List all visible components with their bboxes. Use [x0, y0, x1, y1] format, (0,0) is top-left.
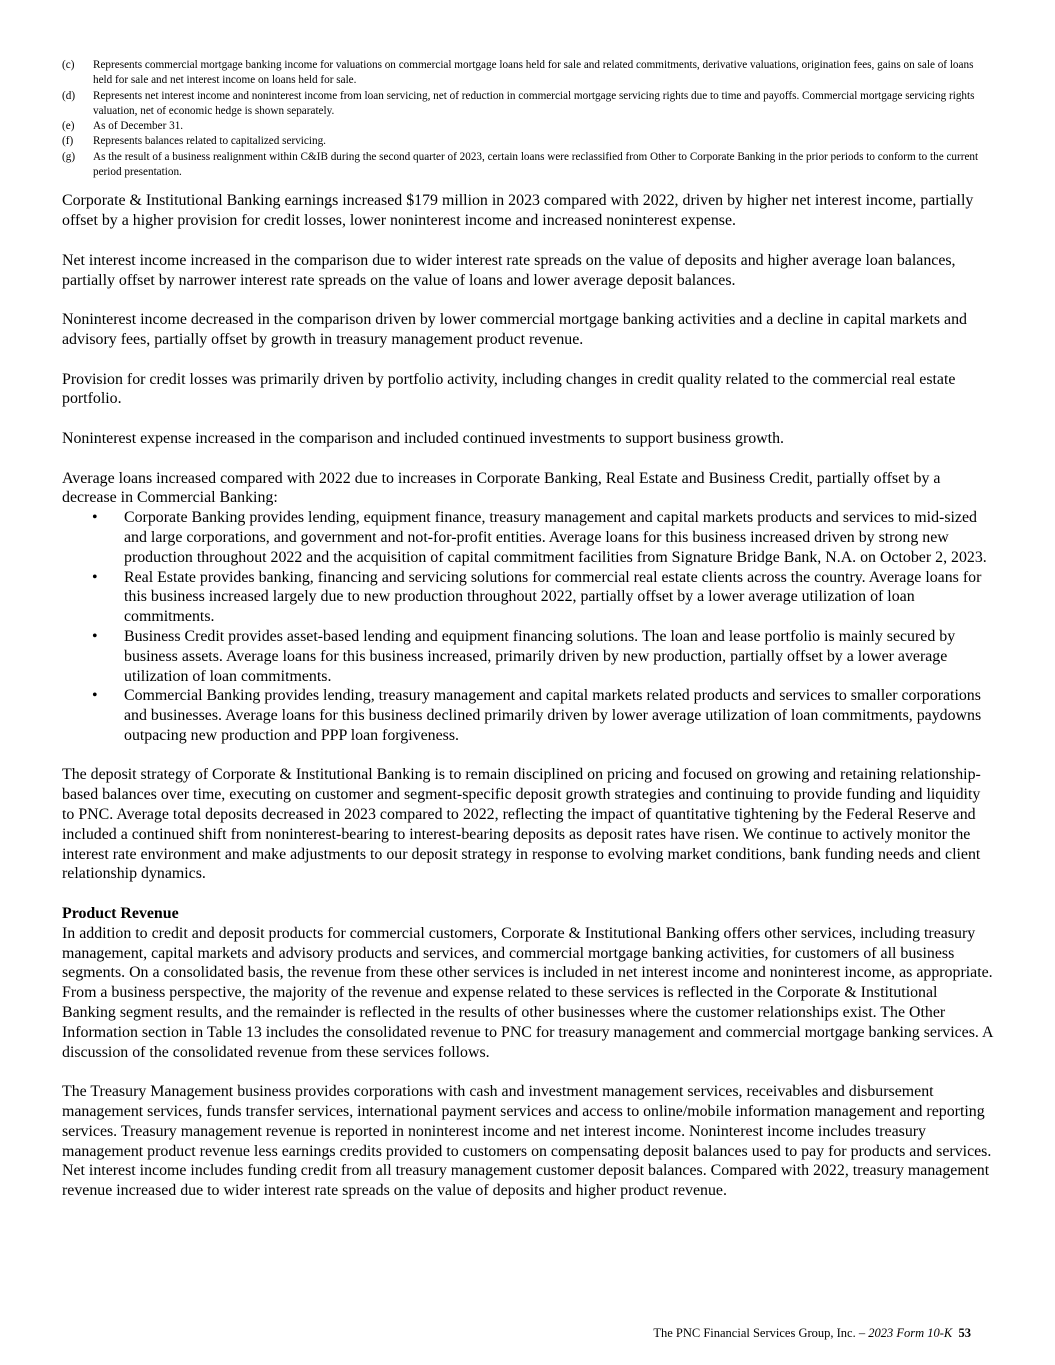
footer-company: The PNC Financial Services Group, Inc. –	[653, 1326, 869, 1340]
footnote	[62, 134, 994, 149]
footnote	[62, 58, 994, 89]
product-revenue-heading: Product Revenue	[62, 905, 179, 923]
deposit-strategy-paragraph: The deposit strategy of Corporate & Institutional Banking is to remain disciplined on pricing and focused on growing and retaining relationship-based balances over time, executing on customer and segment-specific deposit growth strategies and continuing to provide funding and liquidity to PNC. Average total deposits decreased in 2023 compared to 2022, reflecting the impact of quantitative tightening by the Federal Reserve and included a continued shift from noninterest-bearing to interest-bearing deposits as deposit rates have risen. We continue to actively monitor the interest rate environment and make adjustments to our deposit strategy in response to evolving market conditions, bank funding needs and client relationship dynamics.	[62, 766, 981, 883]
footnote-mark: (g)	[62, 150, 76, 163]
bullet-icon: •	[92, 568, 98, 586]
business-bullet-list	[62, 508, 994, 746]
bullet-icon: •	[92, 627, 98, 645]
bullet-text: Commercial Banking provides lending, treasury management and capital markets related products and services to smaller corporations and businesses. Average loans for this business declined primarily driven by lower average utilization of loan commitments, paydowns outpacing new production and PPP loan forgiveness.	[124, 687, 982, 744]
treasury-management-paragraph: The Treasury Management business provides corporations with cash and investment management services, receivables and disbursement management services, funds transfer services, international payment services and access to online/mobile information management and reporting services. Treasury management revenue is reported in noninterest income and net interest income. Noninterest income includes treasury management product revenue less earnings credits provided to customers on compensating deposit balances used to pay for products and services. Net interest income includes funding credit from all treasury management customer deposit balances. Compared with 2022, treasury management revenue increased due to wider interest rate spreads on the value of deposits and higher product revenue.	[62, 1083, 992, 1200]
list-item	[62, 686, 994, 745]
footnote-mark: (c)	[62, 59, 75, 71]
net-interest-income-paragraph: Net interest income increased in the comparison due to wider interest rate spreads on the value of deposits and higher average loan balances, partially offset by narrower interest rate spreads on the value of loans and lower average deposit balances.	[62, 251, 956, 289]
provision-paragraph: Provision for credit losses was primarily driven by portfolio activity, including changes in credit quality related to the commercial real estate portfolio.	[62, 370, 956, 408]
footnote	[62, 150, 994, 181]
footnotes	[62, 58, 994, 180]
bullet-text: Real Estate provides banking, financing and servicing solutions for commercial real estate clients across the country. Average loans for this business increased largely due to new production throughout 2022, partially offset by a lower average utilization of loan commitments.	[124, 568, 982, 626]
noninterest-income-paragraph: Noninterest income decreased in the comparison driven by lower commercial mortgage banking activities and a decline in capital markets and advisory fees, partially offset by growth in treasury management product revenue.	[62, 311, 967, 348]
page-footer	[653, 1325, 971, 1341]
list-item	[62, 568, 994, 627]
bullet-icon: •	[92, 687, 98, 705]
footnote-text: Represents balances related to capitalized servicing.	[93, 135, 326, 148]
footnote-text: Represents commercial mortgage banking income for valuations on commercial mortgage loans held for sale and related commitments, derivative valuations, origination fees, gains on sale of loans held for sale and net interest income on loans held for sale.	[93, 59, 974, 87]
footnote-mark: (d)	[62, 89, 76, 102]
bullet-text: Business Credit provides asset-based lending and equipment financing solutions. The loan and lease portfolio is mainly secured by business assets. Average loans for this business increased, primarily driven by new production, partially offset by a lower average utilization of loan commitments.	[124, 627, 956, 685]
page-number: 53	[958, 1326, 971, 1340]
noninterest-expense-paragraph: Noninterest expense increased in the comparison and included continued investments to support business growth.	[62, 429, 784, 447]
product-revenue-paragraph: In addition to credit and deposit products for commercial customers, Corporate & Institutional Banking offers other services, including treasury management, capital markets and advisory products and services, and commercial mortgage banking activities, for customers of all business segments. On a consolidated basis, the revenue from these other services is included in net interest income and noninterest income, as appropriate. From a business perspective, the majority of the revenue and expense related to these services is reflected in the Corporate & Institutional Banking segment results, and the remainder is reflected in the results of other businesses where the customer relationships exist. The Other Information section in Table 13 includes the consolidated revenue to PNC for treasury management and commercial mortgage banking services. A discussion of the consolidated revenue from these services follows.	[62, 924, 993, 1061]
list-item	[62, 508, 994, 567]
document-page	[62, 58, 994, 1221]
average-loans-paragraph: Average loans increased compared with 2022 due to increases in Corporate Banking, Real Estate and Business Credit, partially offset by a decrease in Commercial Banking:	[62, 469, 941, 507]
earnings-paragraph: Corporate & Institutional Banking earnings increased $179 million in 2023 compared with 2022, driven by higher net interest income, partially offset by a higher provision for credit losses, lower noninterest income and increased noninterest expense.	[62, 192, 974, 230]
footnote	[62, 119, 994, 134]
footnote	[62, 89, 994, 120]
footnote-mark: (f)	[62, 135, 74, 148]
footnote-mark: (e)	[62, 120, 75, 133]
bullet-icon: •	[92, 509, 98, 527]
bullet-text: Corporate Banking provides lending, equipment finance, treasury management and capital markets products and services to mid-sized and large corporations, and government and not-for-profit entities. Average loans for this business increased driven by strong new production throughout 2022 and the acquisition of capital commitment facilities from Signature Bridge Bank, N.A. on October 2, 2023.	[124, 509, 987, 566]
footnote-text: As the result of a business realignment within C&IB during the second quarter of 2023, certain loans were reclassified from Other to Corporate Banking in the prior periods to conform to the current period presentation.	[93, 150, 979, 179]
list-item	[62, 627, 994, 686]
footer-form: 2023 Form 10-K	[868, 1326, 953, 1340]
footnote-text: As of December 31.	[93, 120, 184, 133]
footnote-text: Represents net interest income and noninterest income from loan servicing, net of reduction in commercial mortgage servicing rights due to time and payoffs. Commercial mortgage servicing rights valuation, net of economic hedge is shown separately.	[93, 89, 975, 117]
